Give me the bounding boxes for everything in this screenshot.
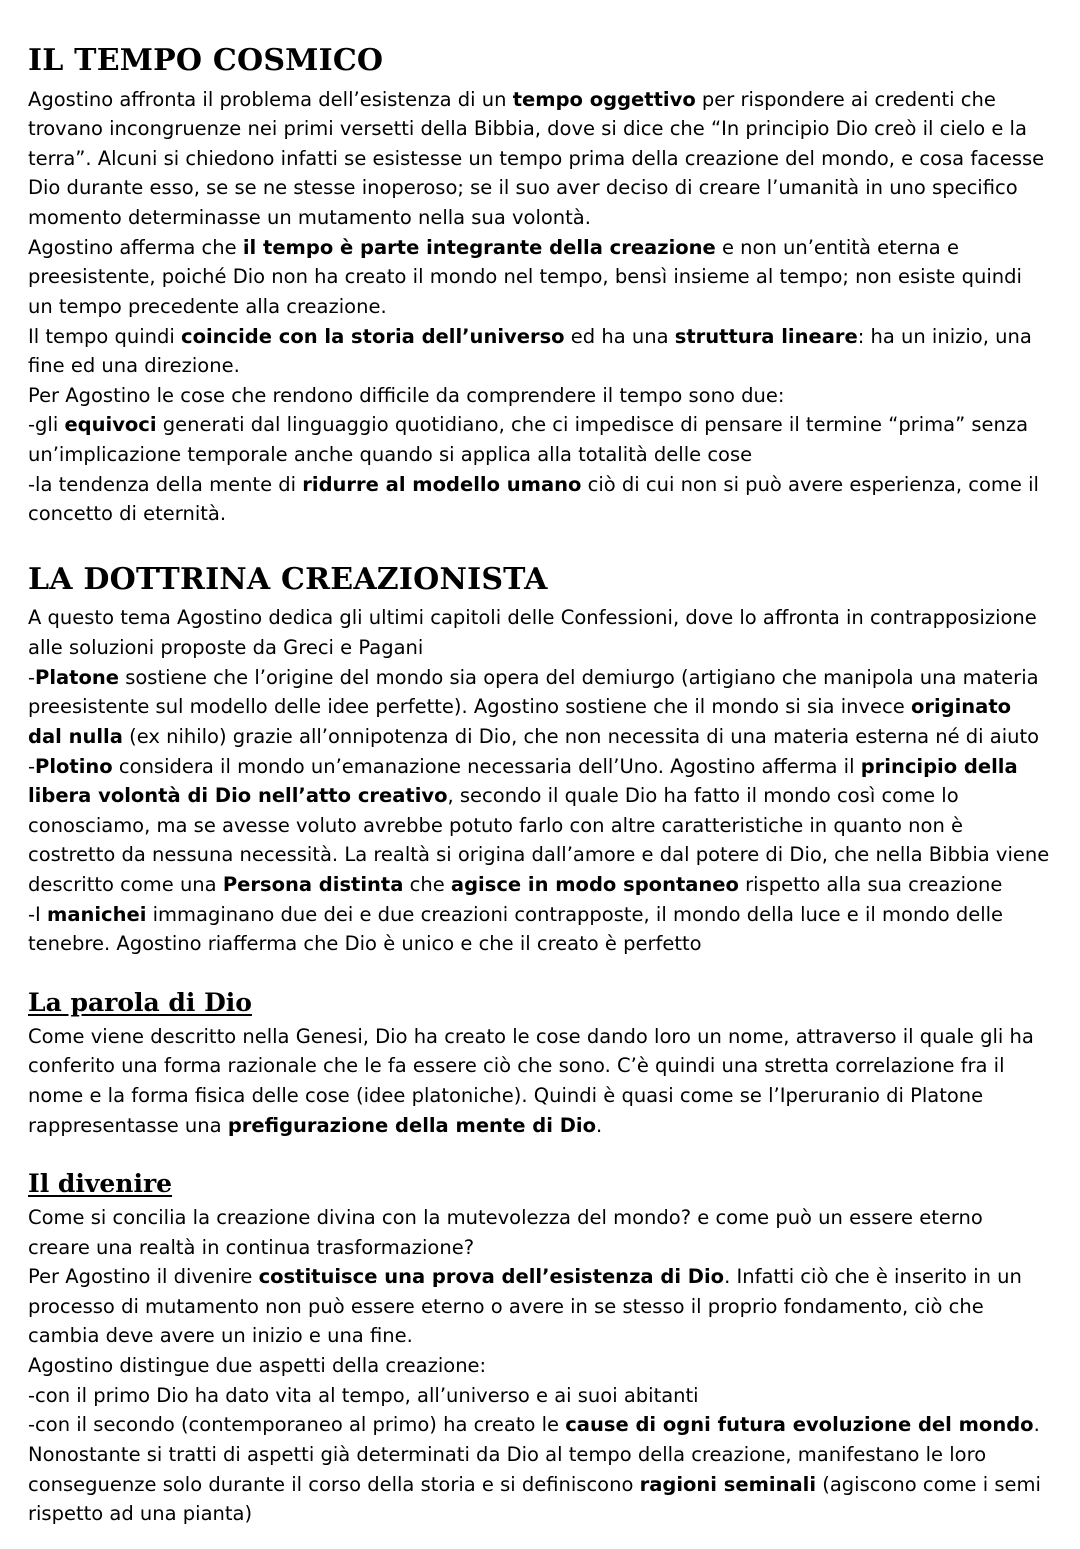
body-text: -la tendenza della mente di [28,472,303,496]
body-text: rispetto alla sua creazione [738,873,1003,896]
emphasis-text: Persona distinta [222,873,404,896]
emphasis-text: struttura lineare [674,324,858,348]
body-text: (agiscono come i semi rispetto ad una pianta) [28,1472,1041,1526]
body-text: Come viene descritto nella Genesi, Dio ha creato le cose dando loro un nome, attraverso il quale gli ha conferito una forma razionale che le fa essere ciò che sono. C’è quindi una stretta correlazione fra il nome e la forma fisica delle cose (idee platoniche). Quindi è quasi come se l’Iperuranio di Platone rappresentasse una [28,1024,1034,1137]
emphasis-text: prefigurazione della mente di Dio [227,1113,596,1137]
body-text: : ha un inizio, una fine ed una direzione. [28,324,1032,378]
paragraph [28,470,1050,529]
paragraph [28,752,1050,900]
body-text: e non un’entità eterna e preesistente, poiché Dio non ha creato il mondo nel tempo, bensì insieme al tempo; non esiste quindi un tempo precedente alla creazione. [28,235,1022,318]
emphasis-text: tempo oggettivo [512,87,696,111]
body-text: , secondo il quale Dio ha fatto il mondo così come lo conosciamo, ma se avesse voluto avrebbe potuto farlo con altre caratteristiche in quanto non è costretto da nessuna necessità. La realtà si origina dall’amore e dal potere di Dio, che nella Bibbia viene descritto come una [28,784,1050,896]
body-text: -con il primo Dio ha dato vita al tempo, all’universo e ai suoi abitanti [28,1383,699,1407]
body-text: (ex nihilo) grazie all’onnipotenza di Dio, che non necessita di una materia esterna né di aiuto [122,724,1040,748]
document-body [28,44,1050,1529]
emphasis-text: coincide con la storia dell’universo [181,324,565,348]
body-text: Agostino distingue due aspetti della creazione: [28,1354,487,1377]
body-text: . [595,1113,603,1137]
body-text: -gli [28,413,65,437]
body-text: immaginano due dei e due creazioni contrapposte, il mondo della luce e il mondo delle tenebre. Agostino riafferma che Dio è unico e che il creato è perfetto [28,902,1004,956]
emphasis-text: Platone [35,665,120,689]
body-text: -I [28,902,47,926]
section-heading: IL TEMPO COSMICO [28,43,384,78]
paragraph [28,1022,1050,1141]
body-text: ciò di cui non si può avere esperienza, come il concetto di eternità. [28,472,1039,526]
emphasis-text: ragioni seminali [639,1472,817,1496]
paragraph [28,1203,1050,1262]
body-text: - [28,754,36,778]
emphasis-text: manichei [47,902,147,926]
body-text: Il tempo quindi [28,324,182,348]
paragraph [28,85,1050,233]
emphasis-text: ridurre al modello umano [302,472,582,496]
body-text: A questo tema Agostino dedica gli ultimi capitoli delle Confessioni, dove lo affronta in contrapposizione alle soluzioni proposte da Greci e Pagani [28,606,1037,659]
body-text: generati dal linguaggio quotidiano, che ci impedisce di pensare il termine “prima” senza un’implicazione temporale anche quando si applica alla totalità delle cose [28,413,1029,466]
emphasis-text: originato dal nulla [28,695,1012,748]
emphasis-text: principio della libera volontà di Dio nell’atto creativo [28,754,1018,808]
paragraph [28,381,1050,411]
body-text: Come si concilia la creazione divina con la mutevolezza del mondo? e come può un essere eterno creare una realtà in continua trasformazione? [28,1205,983,1259]
body-text: Agostino affronta il problema dell’esistenza di un [28,87,513,111]
section-heading: LA DOTTRINA CREAZIONISTA [28,561,548,597]
emphasis-text: equivoci [64,413,157,437]
body-text: considera il mondo un’emanazione necessaria dell’Uno. Agostino afferma il [112,754,861,778]
paragraph [28,1381,1050,1411]
paragraph [28,1440,1050,1529]
subsection-il-divenire [28,1140,1050,1529]
body-text: - [28,665,36,689]
paragraph [28,1262,1050,1351]
emphasis-text: cause di ogni futura evoluzione del mondo [565,1413,1034,1437]
paragraph [28,663,1050,752]
emphasis-text: agisce in modo spontaneo [450,873,739,896]
body-text: -con il secondo (contemporaneo al primo) ha creato le [28,1413,566,1437]
paragraph [28,603,1050,662]
body-text: . [1033,1413,1040,1437]
body-text: sostiene che l’origine del mondo sia opera del demiurgo (artigiano che manipola una materia preesistente sul modello delle idee perfette). Agostino sostiene che il mondo si sia invece [28,665,1039,719]
body-text: Agostino afferma che [28,235,243,259]
body-text: Per Agostino il divenire [28,1265,259,1289]
body-text: Per Agostino le cose che rendono difficile da comprendere il tempo sono due: [28,383,785,407]
body-text: . Infatti ciò che è inserito in un processo di mutamento non può essere eterno o avere in se stesso il proprio fondamento, ciò che cambia deve avere un inizio e una fine. [28,1265,1022,1348]
body-text: Nonostante si tratti di aspetti già determinati da Dio al tempo della creazione, manifestano le loro conseguenze solo durante il corso della storia e si definiscono [28,1442,987,1496]
emphasis-text: Plotino [35,754,113,778]
subsection-heading: Il divenire [28,1169,173,1199]
body-text: che [403,873,451,896]
emphasis-text: il tempo è parte integrante della creazione [242,235,716,259]
paragraph [28,900,1050,959]
section-dottrina-creazionista [28,563,1050,1529]
paragraph [28,233,1050,322]
body-text: per rispondere ai credenti che trovano incongruenze nei primi versetti della Bibbia, dove si dice che “In principio Dio creò il cielo e la terra”. Alcuni si chiedono infatti se esistesse un tempo prima della creazione del mondo, e cosa facesse Dio durante esso, se se ne stesse inoperoso; se il suo aver deciso di creare l’umanità in uno specifico momento determinasse un mutamento nella sua volontà. [28,87,1045,229]
paragraph [28,1410,1050,1440]
emphasis-text: costituisce una prova dell’esistenza di Dio [258,1265,725,1289]
subsection-heading: La parola di Dio [28,987,252,1017]
body-text: ed ha una [564,324,675,348]
subsection-la-parola-di-dio [28,959,1050,1140]
section-tempo-cosmico [28,44,1050,529]
paragraph [28,1351,1050,1381]
paragraph [28,410,1050,469]
paragraph [28,322,1050,381]
